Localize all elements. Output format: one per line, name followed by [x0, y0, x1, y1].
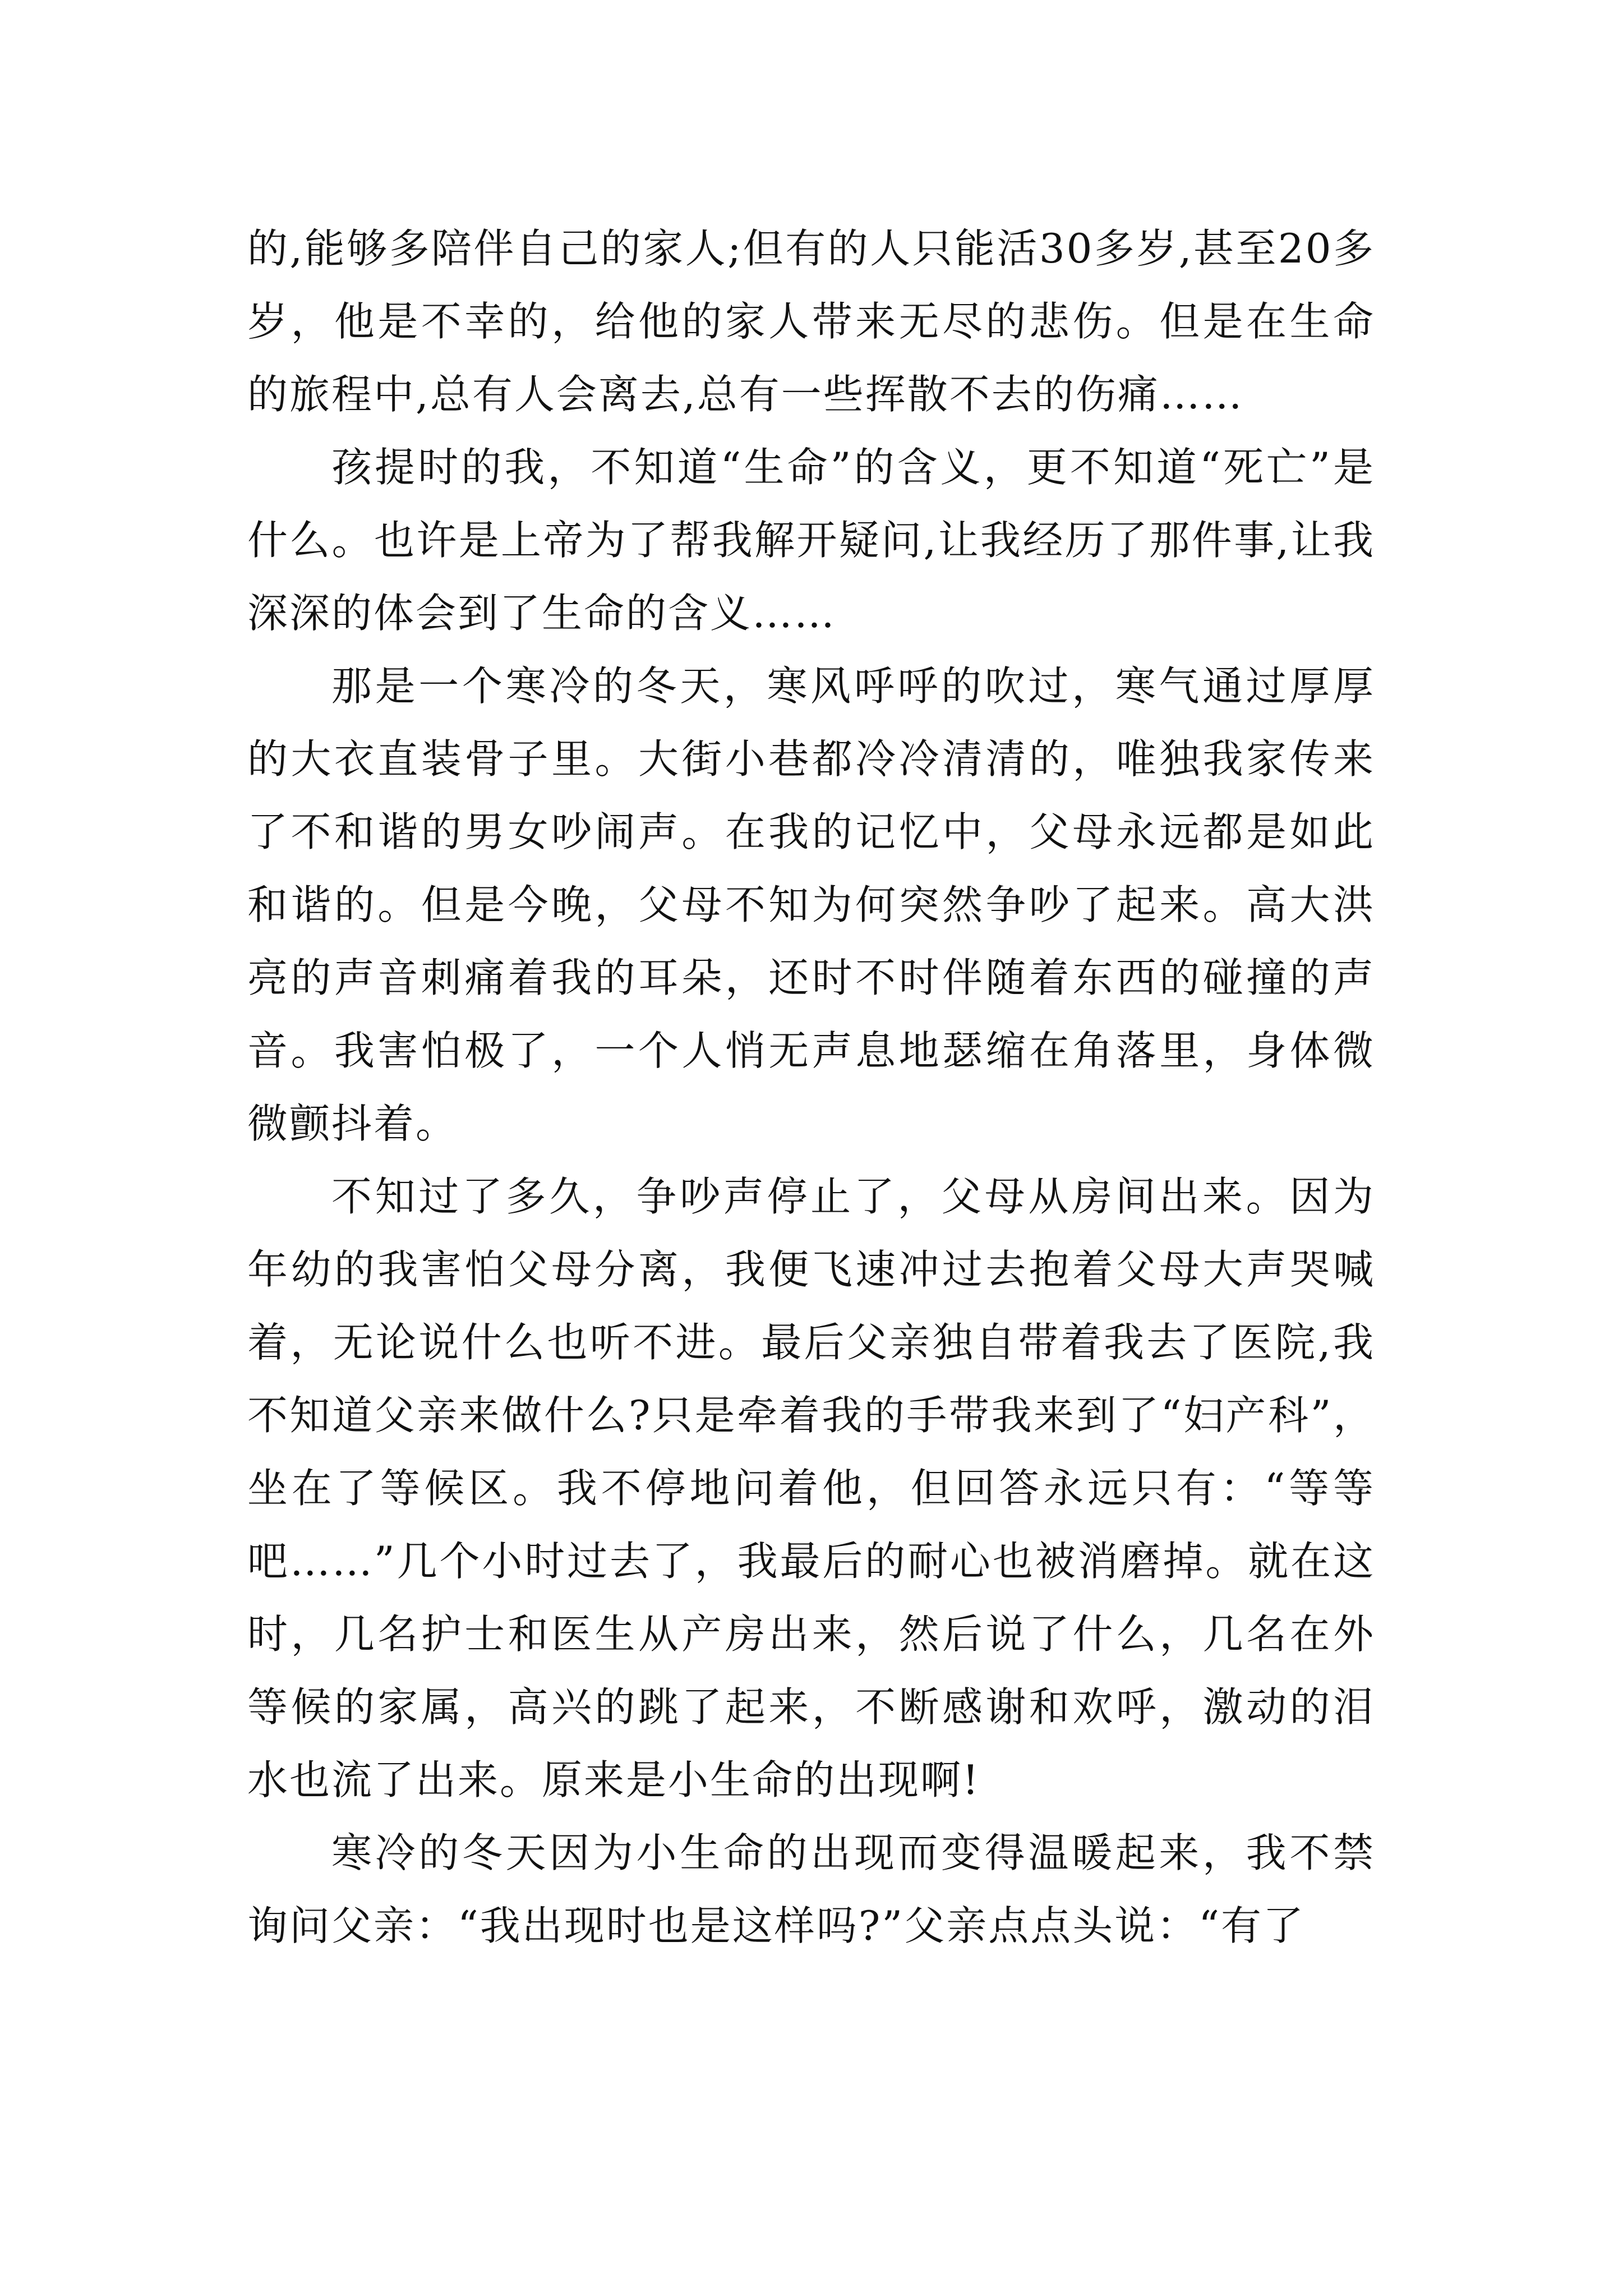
- paragraph-5: 寒冷的冬天因为小生命的出现而变得温暖起来，我不禁询问父亲：“我出现时也是这样吗?”父亲点点头说：“有了: [247, 1829, 1375, 1949]
- paragraph-3: 那是一个寒冷的冬天，寒风呼呼的吹过，寒气通过厚厚的大衣直装骨子里。大街小巷都冷冷清清的，唯独我家传来了不和谐的男女吵闹声。在我的记忆中，父母永远都是如此和谐的。但是今晚，父母不知为何突然争吵了起来。高大洪亮的声音刺痛着我的耳朵，还时不时伴随着东西的碰撞的声音。我害怕极了，一个人悄无声息地瑟缩在角落里，身体微微颤抖着。: [247, 662, 1375, 1147]
- paragraph-2: 孩提时的我，不知道“生命”的含义，更不知道“死亡”是什么。也许是上帝为了帮我解开疑问,让我经历了那件事,让我深深的体会到了生命的含义……: [247, 444, 1375, 637]
- document-body: [247, 212, 1375, 1962]
- paragraph-1: 的,能够多陪伴自己的家人;但有的人只能活30多岁,甚至20多岁，他是不幸的，给他的家人带来无尽的悲伤。但是在生命的旅程中,总有人会离去,总有一些挥散不去的伤痛……: [247, 225, 1375, 418]
- paragraph-4: 不知过了多久，争吵声停止了，父母从房间出来。因为年幼的我害怕父母分离，我便飞速冲过去抱着父母大声哭喊着，无论说什么也听不进。最后父亲独自带着我去了医院,我不知道父亲来做什么?只是牵着我的手带我来到了“妇产科”，坐在了等候区。我不停地问着他，但回答永远只有：“等等吧……”几个小时过去了，我最后的耐心也被消磨掉。就在这时，几名护士和医生从产房出来，然后说了什么，几名在外等候的家属，高兴的跳了起来，不断感谢和欢呼，激动的泪水也流了出来。原来是小生命的出现啊!: [247, 1173, 1375, 1803]
